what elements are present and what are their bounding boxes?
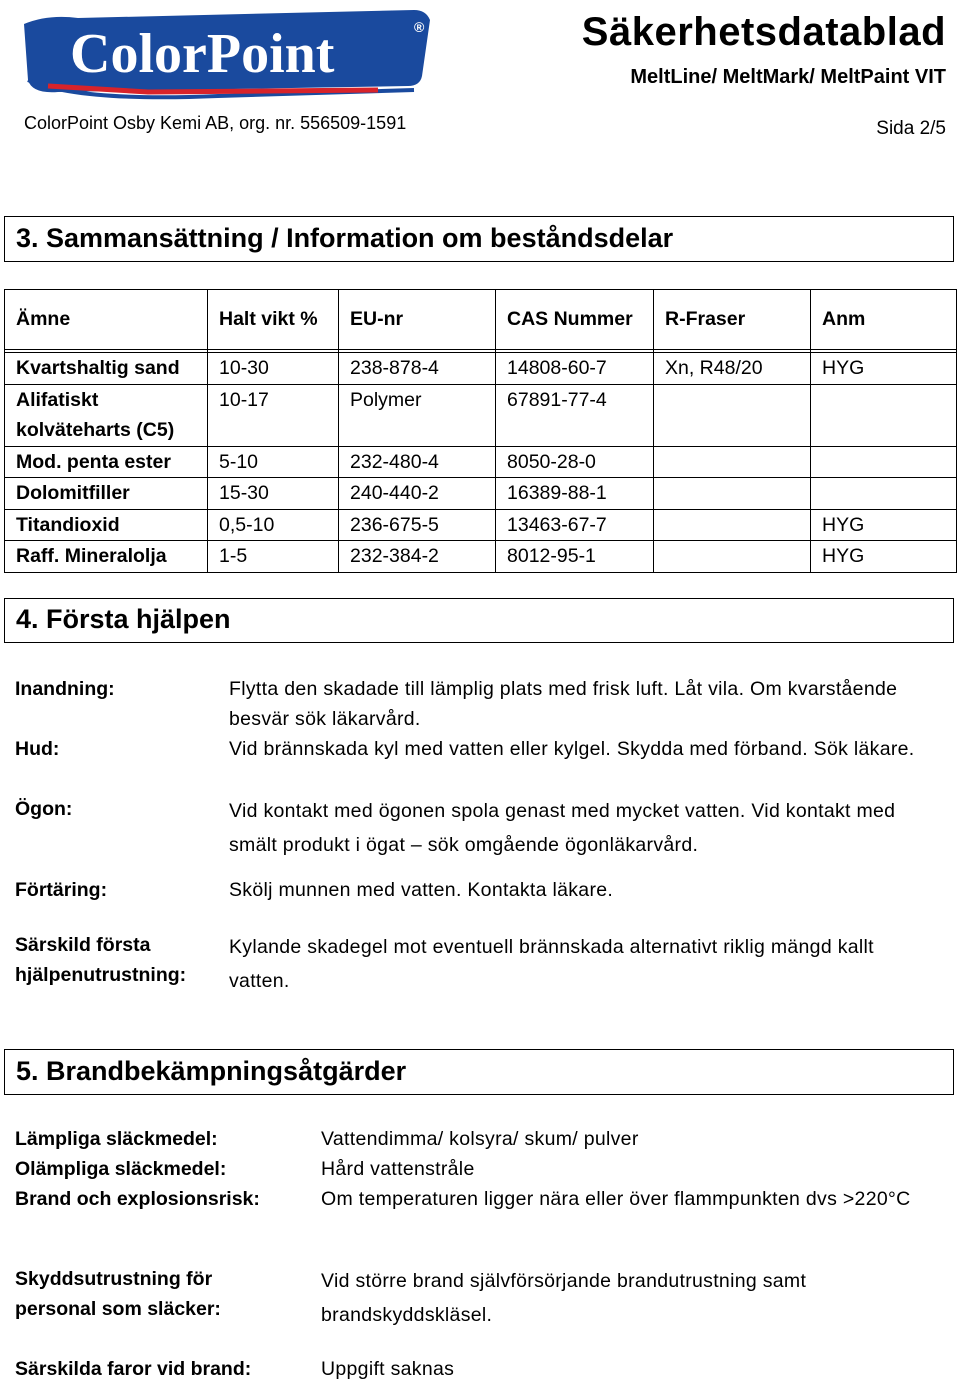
first-aid-label: Inandning: — [15, 678, 115, 700]
table-cell: Mod. penta ester — [5, 446, 208, 478]
table-cell: 5-10 — [208, 446, 339, 478]
company-info: ColorPoint Osby Kemi AB, org. nr. 556509-1591 — [24, 113, 407, 133]
firefighting-label: Olämpliga släckmedel: — [15, 1158, 227, 1180]
table-cell: HYG — [811, 509, 957, 541]
table-cell: Titandioxid — [5, 509, 208, 541]
firefighting-text: Om temperaturen ligger nära eller över flammpunkten dvs >220°C — [321, 1188, 911, 1210]
table-cell — [654, 509, 811, 541]
first-aid-label: Förtäring: — [15, 879, 108, 901]
table-cell: 232-480-4 — [339, 446, 496, 478]
table-cell: 16389-88-1 — [496, 478, 654, 510]
section-3-header — [4, 216, 954, 262]
page-number: Sida 2/5 — [876, 118, 946, 139]
first-aid-text: Flytta den skadade till lämplig plats med frisk luft. Låt vila. Om kvarstående besvär sök läkarvård. — [229, 678, 898, 730]
column-header: Halt vikt % — [208, 290, 339, 350]
table-cell: 0,5-10 — [208, 509, 339, 541]
firefighting-text: Vattendimma/ kolsyra/ skum/ pulver — [321, 1128, 639, 1150]
table-cell — [811, 446, 957, 478]
table-cell: 1-5 — [208, 541, 339, 573]
table-cell: 236-675-5 — [339, 509, 496, 541]
table-cell: Xn, R48/20 — [654, 353, 811, 385]
firefighting-label: Lämpliga släckmedel: — [15, 1128, 218, 1150]
firefighting-label: Särskilda faror vid brand: — [15, 1358, 252, 1380]
table-cell: Raff. Mineralolja — [5, 541, 208, 573]
column-header: R-Fraser — [654, 290, 811, 350]
table-cell — [654, 446, 811, 478]
table-cell: 10-17 — [208, 384, 339, 446]
product-names: MeltLine/ MeltMark/ MeltPaint VIT — [630, 66, 946, 88]
table-cell: 238-878-4 — [339, 353, 496, 385]
firefighting-label: Brand och explosionsrisk: — [15, 1188, 260, 1210]
table-header-row — [5, 290, 957, 350]
section-5-header — [4, 1049, 954, 1095]
table-cell: 14808-60-7 — [496, 353, 654, 385]
first-aid-label: Hud: — [15, 738, 60, 760]
table-cell: 15-30 — [208, 478, 339, 510]
table-cell: HYG — [811, 353, 957, 385]
table-row — [5, 509, 957, 541]
table-row — [5, 446, 957, 478]
column-header: CAS Nummer — [496, 290, 654, 350]
table-cell: Dolomitfiller — [5, 478, 208, 510]
document-title: Säkerhetsdatablad — [581, 10, 946, 54]
table-row — [5, 478, 957, 510]
first-aid-text: Vid kontakt med ögonen spola genast med mycket vatten. Vid kontakt med smält produkt i ögat – sök omgående ögonläkarvård. — [229, 800, 896, 856]
section-4-title: 4. Första hjälpen — [16, 604, 231, 634]
section-3-title: 3. Sammansättning / Information om beståndsdelar — [16, 223, 674, 253]
table-cell: 232-384-2 — [339, 541, 496, 573]
table-cell: Polymer — [339, 384, 496, 446]
table-row — [5, 541, 957, 573]
table-cell: Kvartshaltig sand — [5, 353, 208, 385]
table-cell — [811, 478, 957, 510]
column-header: EU-nr — [339, 290, 496, 350]
composition-table — [4, 289, 957, 573]
firefighting-text: Hård vattenstråle — [321, 1158, 475, 1180]
first-aid-label: Särskild första hjälpenutrustning: — [15, 934, 187, 986]
first-aid-label: Ögon: — [15, 798, 73, 820]
firefighting-text: Vid större brand självförsörjande brandutrustning samt brandskyddskläsel. — [321, 1270, 807, 1326]
column-header: Anm — [811, 290, 957, 350]
firefighting-text: Uppgift saknas — [321, 1358, 455, 1380]
table-cell — [654, 384, 811, 446]
table-cell: 10-30 — [208, 353, 339, 385]
table-cell: Alifatiskt kolväteharts (C5) — [5, 384, 208, 446]
registered-mark: ® — [414, 19, 425, 35]
table-cell: 13463-67-7 — [496, 509, 654, 541]
table-cell: HYG — [811, 541, 957, 573]
table-cell — [654, 478, 811, 510]
first-aid-text: Kylande skadegel mot eventuell brännskada alternativt riklig mängd kallt vatten. — [229, 936, 874, 992]
table-row — [5, 384, 957, 446]
table-cell: 240-440-2 — [339, 478, 496, 510]
first-aid-text: Vid brännskada kyl med vatten eller kylgel. Skydda med förband. Sök läkare. — [229, 738, 915, 760]
table-cell: 8012-95-1 — [496, 541, 654, 573]
section-5-title: 5. Brandbekämpningsåtgärder — [16, 1056, 407, 1086]
table-cell — [654, 541, 811, 573]
table-cell: 67891-77-4 — [496, 384, 654, 446]
table-cell: 8050-28-0 — [496, 446, 654, 478]
firefighting-label: Skyddsutrustning för personal som släcker: — [15, 1268, 221, 1320]
first-aid-text: Skölj munnen med vatten. Kontakta läkare. — [229, 879, 614, 901]
table-row — [5, 353, 957, 385]
section-4-header — [4, 598, 954, 643]
logo-text: ColorPoint — [70, 23, 335, 85]
table-cell — [811, 384, 957, 446]
column-header: Ämne — [5, 290, 208, 350]
